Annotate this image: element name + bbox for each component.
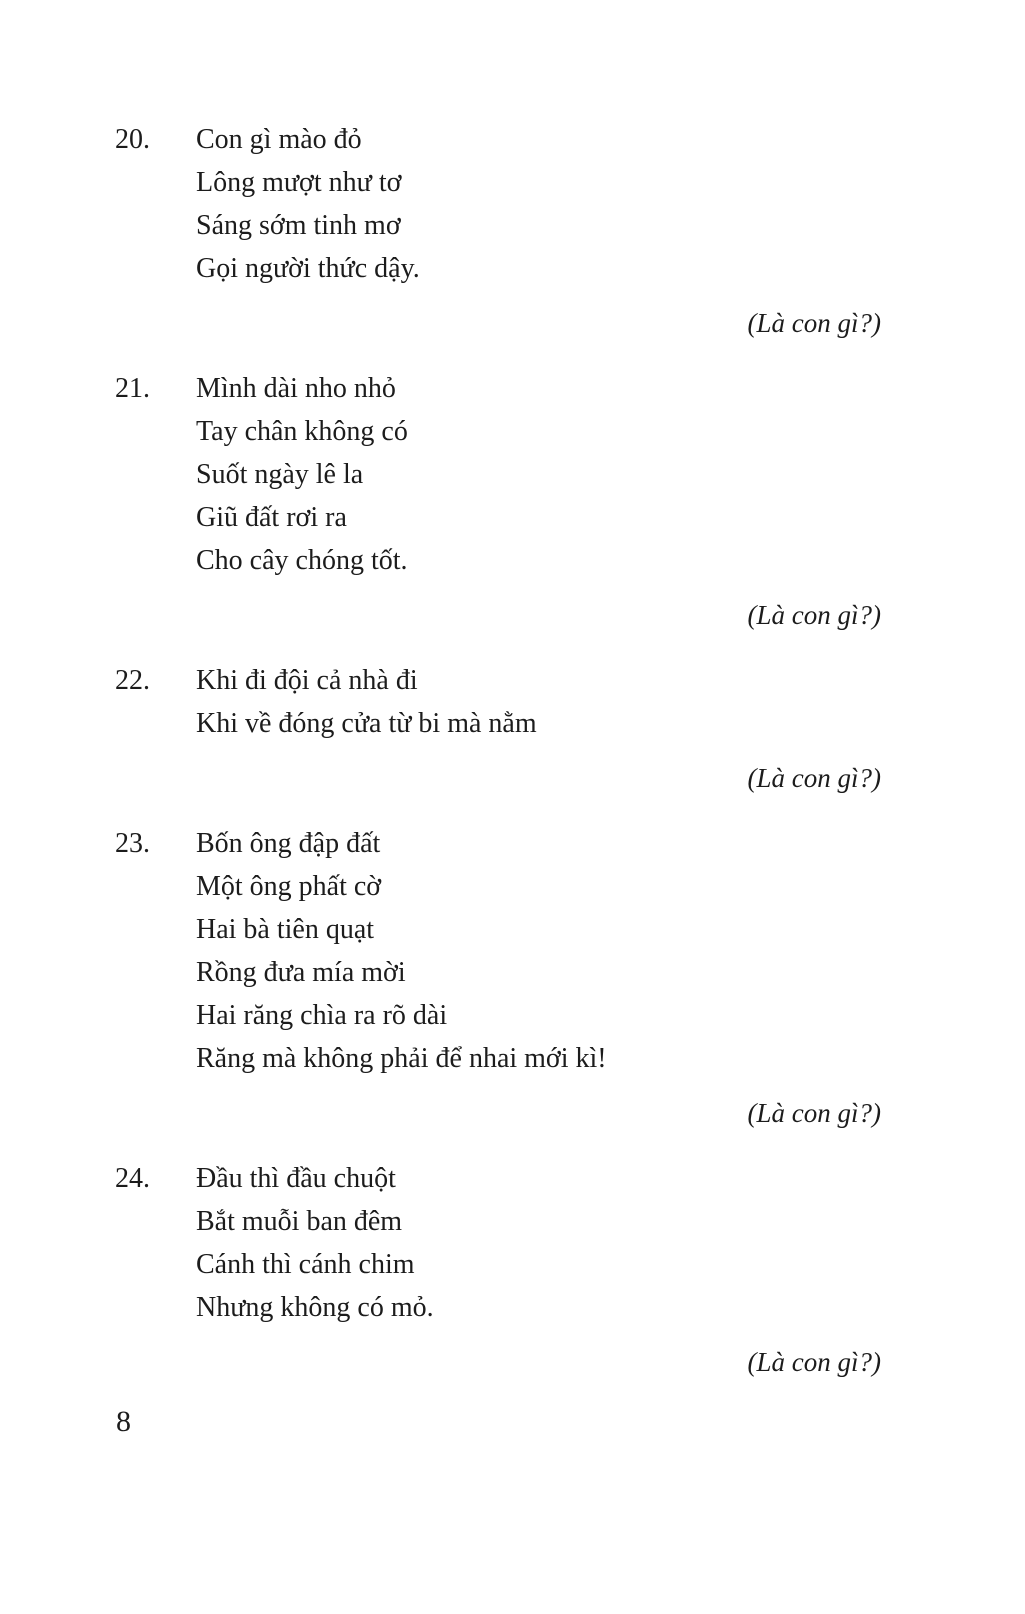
riddle-lines (196, 659, 537, 745)
riddle-line: Sáng sớm tinh mơ (196, 210, 401, 241)
riddle-body (115, 118, 887, 290)
riddle-number: 23. (115, 828, 150, 859)
riddle-22 (115, 659, 887, 800)
riddle-number: 20. (115, 124, 150, 155)
riddle-line: Rồng đưa mía mời (196, 957, 406, 988)
riddle-line: Khi về đóng cửa từ bi mà nằm (196, 708, 537, 739)
riddle-number: 24. (115, 1163, 150, 1194)
riddle-line: Cánh thì cánh chim (196, 1249, 415, 1280)
riddle-body (115, 1157, 887, 1329)
page-content (115, 118, 887, 1406)
riddle-line: Hai răng chìa ra rõ dài (196, 1000, 448, 1031)
riddle-body (115, 659, 887, 745)
riddle-line: Nhưng không có mỏ. (196, 1292, 434, 1323)
riddle-line: Gọi người thức dậy. (196, 253, 420, 284)
riddle-answer-prompt: (Là con gì?) (747, 600, 881, 630)
riddle-answer-prompt: (Là con gì?) (747, 308, 881, 338)
riddle-lines (196, 367, 408, 582)
riddle-23 (115, 822, 887, 1135)
riddle-21 (115, 367, 887, 637)
page-number: 8 (116, 1405, 131, 1438)
riddle-number: 22. (115, 665, 150, 696)
riddle-line: Lông mượt như tơ (196, 167, 402, 198)
riddle-body (115, 367, 887, 582)
riddle-line: Cho cây chóng tốt. (196, 545, 408, 576)
riddle-24 (115, 1157, 887, 1384)
riddle-answer-prompt: (Là con gì?) (747, 1347, 881, 1377)
riddle-line: Đầu thì đầu chuột (196, 1163, 396, 1194)
riddle-line: Hai bà tiên quạt (196, 914, 375, 945)
riddle-line: Một ông phất cờ (196, 871, 382, 902)
riddle-lines (196, 1157, 434, 1329)
riddle-line: Tay chân không có (196, 416, 408, 447)
riddle-20 (115, 118, 887, 345)
riddle-line: Bốn ông đập đất (196, 828, 381, 859)
riddle-line: Mình dài nho nhỏ (196, 373, 396, 404)
riddle-line: Bắt muỗi ban đêm (196, 1206, 403, 1237)
riddle-line: Giũ đất rơi ra (196, 502, 347, 533)
riddle-lines (196, 118, 420, 290)
riddle-line: Răng mà không phải để nhai mới kì! (196, 1043, 607, 1074)
riddle-number: 21. (115, 373, 150, 404)
riddle-body (115, 822, 887, 1080)
riddle-lines (196, 822, 607, 1080)
riddle-answer-prompt: (Là con gì?) (747, 1098, 881, 1128)
riddle-answer-prompt: (Là con gì?) (747, 763, 881, 793)
riddle-line: Suốt ngày lê la (196, 459, 364, 490)
riddle-line: Con gì mào đỏ (196, 124, 362, 155)
riddle-line: Khi đi đội cả nhà đi (196, 665, 418, 696)
